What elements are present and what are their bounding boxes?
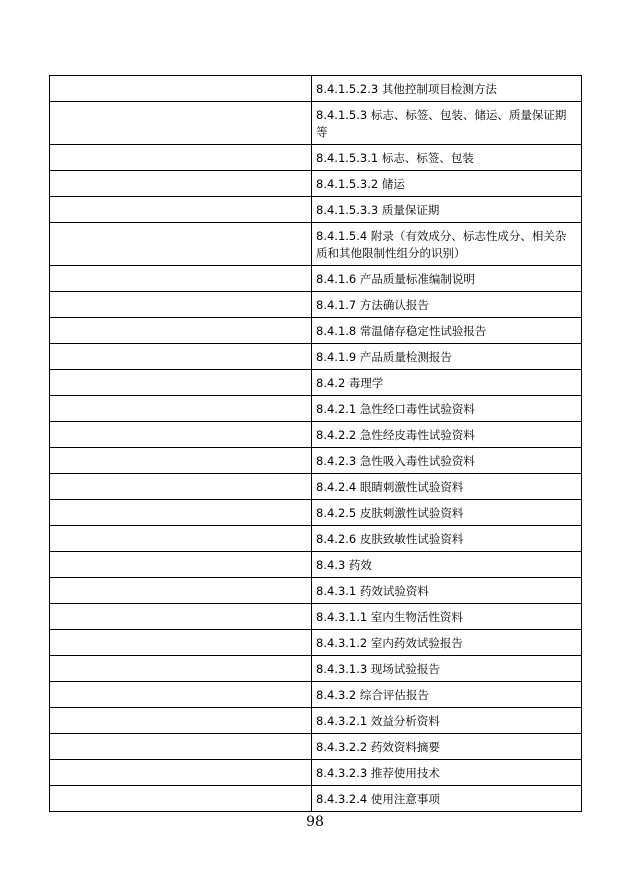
table-cell-left: [50, 500, 312, 526]
table-cell-right: 8.4.1.5.2.3 其他控制项目检测方法: [312, 76, 582, 102]
table-row: [50, 786, 582, 812]
table-row: [50, 223, 582, 266]
table-cell-right: 8.4.3.1.3 现场试验报告: [312, 656, 582, 682]
table-row: [50, 370, 582, 396]
table-row: [50, 145, 582, 171]
table-cell-left: [50, 708, 312, 734]
table-row: [50, 344, 582, 370]
table-cell-left: [50, 786, 312, 812]
table-cell-right: 8.4.3.2.4 使用注意事项: [312, 786, 582, 812]
table-cell-right: 8.4.1.5.3.2 储运: [312, 171, 582, 197]
table-cell-left: [50, 422, 312, 448]
table-cell-right: 8.4.2.1 急性经口毒性试验资料: [312, 396, 582, 422]
table-row: [50, 656, 582, 682]
table-cell-right: 8.4.2.3 急性吸入毒性试验资料: [312, 448, 582, 474]
table-cell-right: 8.4.1.7 方法确认报告: [312, 292, 582, 318]
table-cell-right: 8.4.3 药效: [312, 552, 582, 578]
table-cell-left: [50, 578, 312, 604]
table-row: [50, 171, 582, 197]
table-cell-right: 8.4.3.1.2 室内药效试验报告: [312, 630, 582, 656]
table-row: [50, 734, 582, 760]
table-cell-left: [50, 760, 312, 786]
table-cell-right: 8.4.1.5.4 附录（有效成分、标志性成分、相关杂质和其他限制性组分的识别）: [312, 223, 582, 266]
table-row: [50, 708, 582, 734]
table-row: [50, 76, 582, 102]
table-row: [50, 760, 582, 786]
table-cell-right: 8.4.2.4 眼睛刺激性试验资料: [312, 474, 582, 500]
table-cell-right: 8.4.1.9 产品质量检测报告: [312, 344, 582, 370]
table-row: [50, 578, 582, 604]
document-table: [49, 75, 582, 812]
table-row: [50, 474, 582, 500]
table-row: [50, 552, 582, 578]
table-cell-left: [50, 76, 312, 102]
table-cell-left: [50, 171, 312, 197]
table-cell-left: [50, 223, 312, 266]
table-row: [50, 630, 582, 656]
table-cell-right: 8.4.2.2 急性经皮毒性试验资料: [312, 422, 582, 448]
table-cell-left: [50, 292, 312, 318]
table-row: [50, 448, 582, 474]
table-cell-left: [50, 604, 312, 630]
table-cell-left: [50, 145, 312, 171]
table-row: [50, 500, 582, 526]
table-cell-left: [50, 370, 312, 396]
table-cell-left: [50, 318, 312, 344]
table-cell-left: [50, 197, 312, 223]
table-row: [50, 604, 582, 630]
table-cell-right: 8.4.3.2.1 效益分析资料: [312, 708, 582, 734]
page-number: 98: [306, 814, 324, 830]
table-cell-left: [50, 396, 312, 422]
table-row: [50, 102, 582, 145]
table-cell-left: [50, 552, 312, 578]
table-cell-left: [50, 734, 312, 760]
table-row: [50, 682, 582, 708]
table-cell-right: 8.4.3.1.1 室内生物活性资料: [312, 604, 582, 630]
table-cell-right: 8.4.1.8 常温储存稳定性试验报告: [312, 318, 582, 344]
table-row: [50, 422, 582, 448]
table-cell-left: [50, 682, 312, 708]
table-cell-right: 8.4.1.5.3 标志、标签、包装、储运、质量保证期等: [312, 102, 582, 145]
table-cell-left: [50, 656, 312, 682]
table-cell-left: [50, 266, 312, 292]
table-row: [50, 266, 582, 292]
table-row: [50, 197, 582, 223]
table-cell-left: [50, 630, 312, 656]
table-cell-left: [50, 448, 312, 474]
table-cell-right: 8.4.3.2.2 药效资料摘要: [312, 734, 582, 760]
table-row: [50, 526, 582, 552]
table-cell-right: 8.4.2.5 皮肤刺激性试验资料: [312, 500, 582, 526]
table-cell-left: [50, 526, 312, 552]
table-row: [50, 292, 582, 318]
table-cell-right: 8.4.3.2.3 推荐使用技术: [312, 760, 582, 786]
table-cell-right: 8.4.1.5.3.1 标志、标签、包装: [312, 145, 582, 171]
table-row: [50, 318, 582, 344]
table-cell-right: 8.4.1.5.3.3 质量保证期: [312, 197, 582, 223]
table-row: [50, 396, 582, 422]
table-cell-left: [50, 102, 312, 145]
table-cell-right: 8.4.1.6 产品质量标准编制说明: [312, 266, 582, 292]
table-cell-right: 8.4.3.2 综合评估报告: [312, 682, 582, 708]
table-cell-right: 8.4.3.1 药效试验资料: [312, 578, 582, 604]
table-cell-right: 8.4.2 毒理学: [312, 370, 582, 396]
table-cell-right: 8.4.2.6 皮肤致敏性试验资料: [312, 526, 582, 552]
table-cell-left: [50, 474, 312, 500]
table-cell-left: [50, 344, 312, 370]
